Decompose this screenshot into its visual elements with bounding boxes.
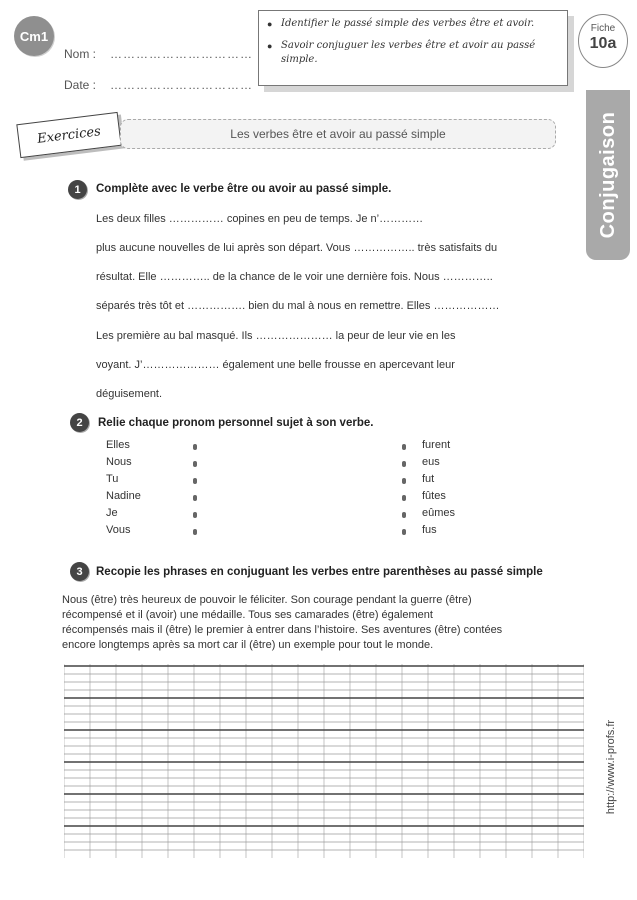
pronoun-item: Vous — [106, 524, 131, 536]
name-label: Nom : — [64, 47, 97, 61]
text-line: Nous (être) très heureux de pouvoir le féliciter. Son courage pendant la guerre (être) — [62, 594, 472, 606]
connector-dot[interactable] — [402, 478, 406, 484]
verb-item: fûtes — [422, 490, 446, 502]
exercise-line: séparés très tôt et ……………. bien du mal à nous en remettre. Elles ……………… — [96, 300, 500, 312]
exercise-line: voyant. J’………………… également une belle frousse en apercevant leur — [96, 359, 455, 371]
exercise-line: Les première au bal masqué. Ils ………………… la peur de leur vie en les — [96, 330, 456, 342]
verb-item: fus — [422, 524, 437, 536]
exercise-3-number: 3 — [70, 562, 89, 581]
exercise-2-instruction: Relie chaque pronom personnel sujet à son verbe. — [98, 417, 374, 429]
verb-item: eus — [422, 456, 440, 468]
connector-dot[interactable] — [402, 444, 406, 450]
connector-dot[interactable] — [193, 529, 197, 535]
connector-dot[interactable] — [402, 461, 406, 467]
text-line: récompensé et il (avoir) une médaille. Tous ses camarades (être) également — [62, 609, 433, 621]
exercise-line: Les deux filles …………… copines en peu de temps. Je n’………… — [96, 213, 424, 225]
exercises-stamp: Exercices — [16, 112, 121, 158]
date-label: Date : — [64, 78, 97, 92]
fiche-badge — [578, 14, 628, 68]
pronoun-item: Elles — [106, 439, 130, 451]
date-field[interactable]: …………………………… — [110, 78, 253, 92]
level-badge: Cm1 — [14, 16, 54, 56]
bullet-icon: ● — [267, 19, 273, 29]
connector-dot[interactable] — [193, 512, 197, 518]
objective-item: Identifier le passé simple des verbes être et avoir. — [281, 18, 535, 29]
exercise-1-instruction: Complète avec le verbe être ou avoir au passé simple. — [96, 183, 392, 195]
connector-dot[interactable] — [402, 495, 406, 501]
exercise-line: résultat. Elle ………….. de la chance de le voir une dernière fois. Nous ………….. — [96, 271, 493, 283]
exercise-2-number: 2 — [70, 413, 89, 432]
objectives-box — [258, 10, 568, 86]
verb-item: eûmes — [422, 507, 456, 519]
verb-item: fut — [422, 473, 435, 485]
connector-dot[interactable] — [193, 444, 197, 450]
pronoun-item: Tu — [106, 473, 119, 485]
source-credit: http://www.i-profs.fr — [605, 719, 617, 815]
text-line: récompensés mais il (être) le premier à entrer dans l’histoire. Ses aventures (être) contées — [62, 624, 503, 636]
exercise-1-number: 1 — [68, 180, 87, 199]
name-field[interactable]: …………………………… — [110, 47, 253, 61]
connector-dot[interactable] — [402, 529, 406, 535]
exercise-line: plus aucune nouvelles de lui après son départ. Vous …………….. très satisfaits du — [96, 242, 498, 254]
bullet-icon: ● — [267, 41, 273, 51]
subject-label: Conjugaison — [597, 111, 619, 239]
pronoun-item: Je — [106, 507, 118, 519]
page-title: Les verbes être et avoir au passé simple — [120, 119, 556, 149]
text-line: encore longtemps après sa mort car il (être) un exemple pour tout le monde. — [62, 639, 434, 651]
exercise-3-instruction: Recopie les phrases en conjuguant les verbes entre parenthèses au passé simple — [96, 566, 543, 578]
writing-grid[interactable] — [64, 664, 584, 858]
fiche-label: Fiche — [590, 23, 616, 34]
pronoun-item: Nous — [106, 456, 132, 468]
connector-dot[interactable] — [193, 495, 197, 501]
connector-dot[interactable] — [402, 512, 406, 518]
connector-dot[interactable] — [193, 461, 197, 467]
connector-dot[interactable] — [193, 478, 197, 484]
pronoun-item: Nadine — [106, 490, 141, 502]
objective-item: Savoir conjuguer les verbes être et avoir au passé simple. — [281, 40, 536, 65]
exercise-line: déguisement. — [96, 388, 163, 400]
fiche-number: 10a — [589, 35, 617, 52]
verb-item: furent — [422, 439, 451, 451]
